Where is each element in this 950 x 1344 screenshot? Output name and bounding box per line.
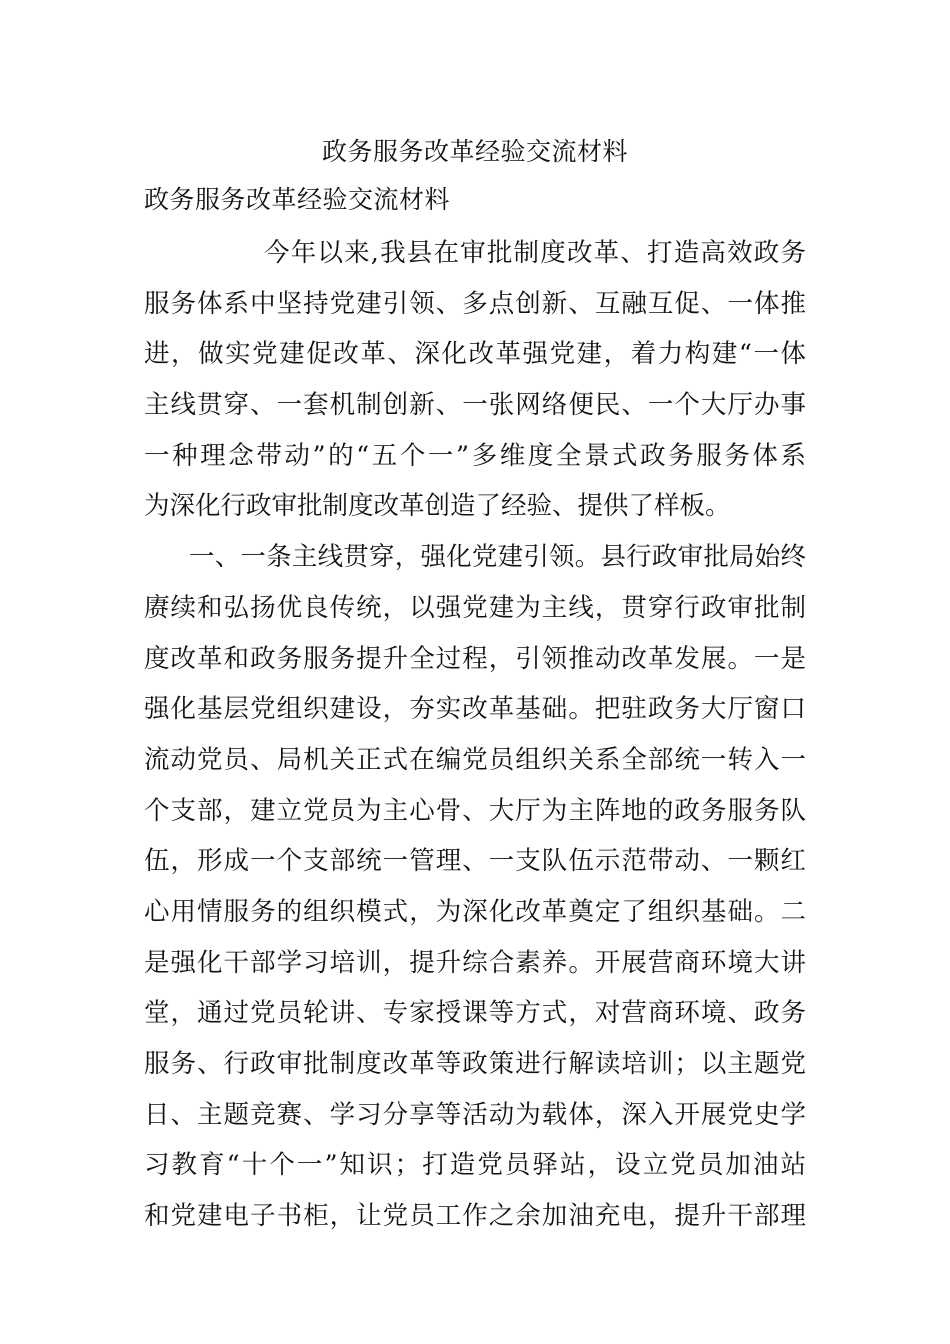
body-line: 习教育“十个一”知识；打造党员驿站，设立党员加油站 [144,1150,806,1181]
body-line: 服务、行政审批制度改革等政策进行解读培训；以主题党 [144,1049,806,1079]
body-line: 日、主题竞赛、学习分享等活动为载体，深入开展党史学 [144,1099,806,1130]
document-title: 政务服务改革经验交流材料 [321,137,628,166]
body-line: 流动党员、局机关正式在编党员组织关系全部统一转入一 [144,744,806,775]
body-line: 度改革和政务服务提升全过程，引领推动改革发展。一是 [144,643,806,674]
document-body [144,228,806,1242]
body-line: 伍，形成一个支部统一管理、一支队伍示范带动、一颗红 [144,846,806,877]
body-line: 强化基层党组织建设，夯实改革基础。把驻政务大厅窗口 [144,694,806,725]
document-subtitle: 政务服务改革经验交流材料 [144,185,451,214]
body-line: 今年以来,我县在审批制度改革、打造高效政务 [264,238,806,268]
body-line: 一、一条主线贯穿，强化党建引领。县行政审批局始终 [189,542,806,573]
body-line: 服务体系中坚持党建引领、多点创新、互融互促、一体推 [144,288,806,319]
body-line: 心用情服务的组织模式，为深化改革奠定了组织基础。二 [144,896,806,927]
body-line: 个支部，建立党员为主心骨、大厅为主阵地的政务服务队 [144,795,806,826]
body-line: 为深化行政审批制度改革创造了经验、提供了样板。 [144,491,731,522]
body-line: 主线贯穿、一套机制创新、一张网络便民、一个大厅办事 [144,390,806,421]
body-line: 和党建电子书柜，让党员工作之余加油充电，提升干部理 [144,1201,806,1232]
body-line: 是强化干部学习培训，提升综合素养。开展营商环境大讲 [144,947,806,978]
body-line: 进，做实党建促改革、深化改革强党建，着力构建“一体 [144,339,806,370]
body-line: 赓续和弘扬优良传统，以强党建为主线，贯穿行政审批制 [144,592,806,623]
body-line: 堂，通过党员轮讲、专家授课等方式，对营商环境、政务 [144,998,806,1029]
body-line: 一种理念带动”的“五个一”多维度全景式政务服务体系 [144,440,806,471]
